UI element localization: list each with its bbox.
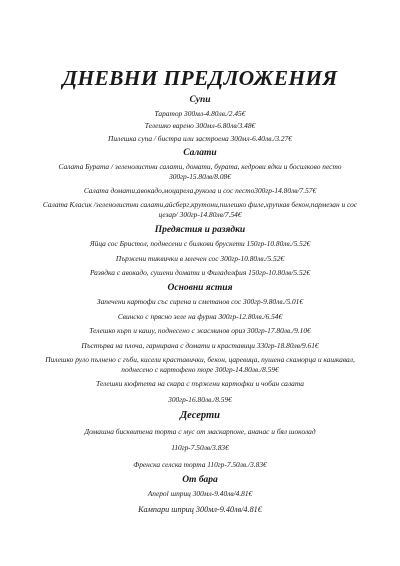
menu-item: Френска селска торта 110гр-7.50лв./3.83€	[133, 459, 267, 469]
menu-item: Свинско с прясно зеле на фурна 300гр-12.80лв./6.54€	[117, 311, 283, 321]
menu-item: Пъстърва на плоча, гарнирана с домати и краставици 330гр-18.80лв/9.61€	[81, 340, 319, 350]
menu-item-price: 110гр-7.50лв/3.83€	[171, 443, 229, 453]
menu-item: Телешко кьрп и кашу, поднесено с жасминов ориз 300гр-17.80лв./9.10€	[89, 326, 311, 336]
menu-item: Пържени тиквички в млечен сос 300гр-10.80лв./5.52€	[115, 253, 285, 263]
section-heading-salads: Салати	[183, 148, 217, 159]
section-heading-bar: От бара	[182, 474, 218, 485]
section-heading-desserts: Десерти	[180, 409, 220, 421]
menu-item: Домашна бисквитена торта с мус от маскарпоне, ананас и бял шоколад	[84, 426, 316, 436]
menu-item: Пилешка супа / бистра или застроена 300мл-6.40лв./3.27€	[108, 133, 292, 143]
menu-item: Апероl шприц 300мл-9.40лв/4.81€	[147, 488, 253, 498]
menu-item-price: 300гр-16.80лв./8.59€	[168, 395, 232, 405]
menu-item: Салата Класик /зеленолистни салати,айсберг,крутони,пилешко филе,хрупкав бекон,пармезан и сос цезар/ 300гр-14.80лв/7.54€	[42, 200, 358, 219]
menu-item: Запечени картофи със сирена и сметанов сос 300гр-9.80лв./5.01€	[96, 297, 304, 307]
menu-item: Разядка с авокадо, сушени домати и Филаделфия 150гр-10.80лв/5.52€	[89, 268, 311, 278]
menu-item: Салата Бурата / зеленолистни салати, домати, бурата, кедрови ядки и босилково песто 300гр-15.80лв/8.08€	[58, 162, 342, 181]
menu-item: Таратор 300мл-4.80лв./2.45€	[154, 109, 246, 118]
section-heading-starters: Предястия и разядки	[154, 225, 246, 236]
page-title: ДНЕВНИ ПРЕДЛОЖЕНИЯ	[62, 66, 338, 90]
menu-item: Кампари шприц 300мл-9.40лв/4.81€	[138, 505, 262, 515]
section-heading-mains: Основни ястия	[167, 283, 233, 294]
menu-item: Телешко варено 300мл-6.80лв/3.48€	[144, 121, 256, 131]
menu-item: Телешки кюфтета на скара с пържени картофки и чобан салата	[95, 378, 304, 388]
menu-item: Пилешко руло пълнено с гъби, кисели краставички, бекон, царевица, пушена скаморца и кашкавал, поднесено с картофено пюре 300гр-14.80лв./8.59€	[45, 355, 355, 374]
section-heading-soups: Супи	[189, 95, 211, 105]
menu-item: Яйца сос Бристол, поднесени с билкови брускети 150гр-10.80лв./5.52€	[89, 239, 311, 249]
menu-item: Салата домати,авокадо,моцарела,рукола и сос песто300гр-14.80лв/7.57€	[83, 186, 317, 196]
